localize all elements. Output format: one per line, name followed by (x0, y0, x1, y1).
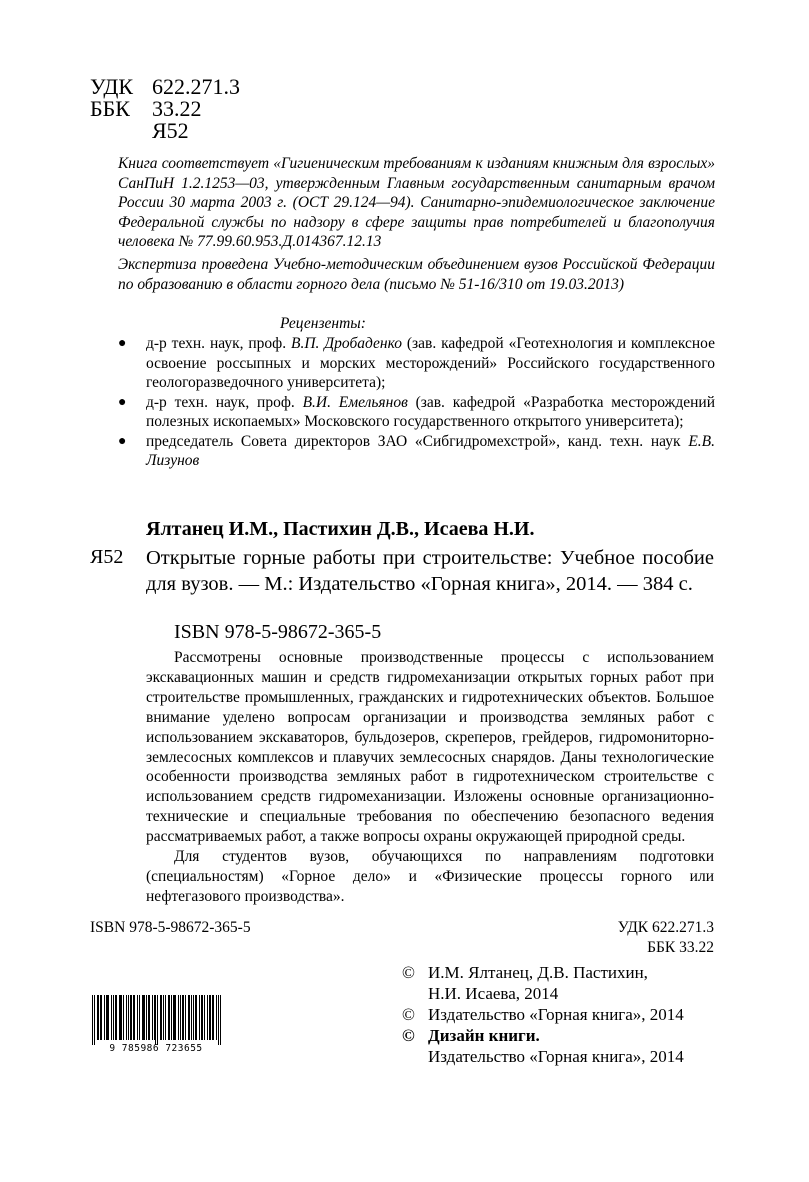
barcode-bar (168, 995, 169, 1040)
barcode-bar (146, 995, 147, 1040)
reviewer-name: В.П. Дробаденко (290, 335, 402, 352)
copyright-icon: © (402, 1005, 415, 1024)
reviewer-item: ● председатель Совета директоров ЗАО «Сибгидромехстрой», канд. техн. наук Е.В. Лизунов (118, 432, 715, 469)
reviewer-item: ● д-р техн. наук, проф. В.П. Дробаденко (зав. кафедрой «Геотехнология и комплексное освоение россыпных и морских месторождений» Российского государственного геологоразведочного университета); (118, 335, 715, 391)
barcode-bar (173, 995, 174, 1040)
bbk-value: 33.22 (152, 96, 202, 121)
bullet-icon: ● (118, 336, 127, 351)
barcode-bar (213, 995, 214, 1040)
barcode-bar (180, 995, 181, 1040)
book-isbn: ISBN 978-5-98672-365-5 (174, 621, 382, 643)
barcode-bar (174, 995, 175, 1040)
footer-classification (606, 918, 714, 958)
barcode-bar (143, 995, 144, 1040)
barcode-bar (100, 995, 101, 1040)
barcode (89, 993, 223, 1053)
barcode-bar (160, 995, 161, 1040)
barcode-bar (101, 995, 102, 1040)
barcode-bar (142, 995, 143, 1040)
barcode-bar (209, 995, 210, 1040)
footer-udk: УДК 622.271.3 (617, 919, 714, 936)
barcode-bar (207, 995, 208, 1040)
barcode-bar (121, 995, 122, 1040)
barcode-bar (193, 995, 194, 1040)
barcode-bar (128, 995, 129, 1040)
author-code: Я52 (152, 118, 189, 143)
barcode-bar (218, 995, 219, 1045)
barcode-bar (175, 995, 176, 1040)
barcode-bar (104, 995, 105, 1040)
barcode-bar (139, 995, 140, 1040)
barcode-bar (133, 995, 134, 1040)
barcode-bar (182, 995, 183, 1040)
barcode-bar (169, 995, 170, 1040)
barcode-digits: 9 785986 723655 (109, 1043, 203, 1053)
expertise-notice: Экспертиза проведена Учебно-методическим объединением вузов Российской Федерации по образованию в области горного дела (письмо № 51-16/310 от 19.03.2013) (118, 256, 715, 293)
barcode-bar (94, 995, 95, 1045)
bbk-label: ББК (90, 96, 130, 121)
barcode-bar (106, 995, 107, 1040)
reviewer-name: В.И. Емельянов (302, 393, 408, 411)
footer-isbn: ISBN 978-5-98672-365-5 (90, 919, 251, 936)
barcode-bar (116, 995, 117, 1040)
barcode-bar (130, 995, 131, 1040)
barcode-bar (202, 995, 203, 1040)
barcode-bar (108, 995, 109, 1040)
hygiene-notice: Книга соответствует «Гигиеническим требованиям к изданиям книжным для взрослых» СанПиН 1.2.1253—03, утвержденным Главным государственным санитарным врачом России 30 марта 2003 г. (ОСТ 29.124—94). Санитарно-эпидемиологическое заключение Федеральной службы по надзору в сфере защиты прав потребителей и благополучия человека № 77.99.60.953.Д.014367.12.13 (118, 155, 715, 250)
copyright-block (402, 962, 684, 1067)
barcode-bar (161, 995, 162, 1040)
abstract (146, 648, 714, 907)
classification-block (90, 76, 240, 142)
copyright-icon: © (402, 1026, 415, 1045)
bullet-icon: ● (118, 433, 127, 449)
barcode-bar (144, 995, 145, 1040)
barcode-bar (204, 995, 205, 1040)
barcode-bar (148, 995, 149, 1040)
barcode-bar (126, 995, 127, 1040)
barcode-bar (119, 995, 120, 1040)
barcode-bar (199, 995, 200, 1040)
reviewer-name: Е.В. Лизунов (146, 432, 715, 469)
copyright-design: © Дизайн книги. Издательство «Горная книга», 2014 (402, 1026, 684, 1066)
bullet-icon: ● (118, 394, 127, 410)
barcode-bar (97, 995, 98, 1040)
barcode-bar (163, 995, 164, 1040)
barcode-bar (201, 995, 202, 1040)
barcode-bar (220, 995, 221, 1045)
barcode-bar (183, 995, 184, 1040)
book-description: Открытые горные работы при строительстве: Учебное пособие для вузов. — М.: Издательство «Горная книга», 2014. — 384 с. (146, 547, 714, 595)
book-code: Я52 (90, 546, 124, 568)
barcode-bar (189, 995, 190, 1040)
barcode-bar (131, 995, 132, 1040)
copyright-icon: © (402, 963, 415, 982)
barcode-bar (212, 995, 213, 1040)
copyright-authors: © И.М. Ялтанец, Д.В. Пастихин, Н.И. Исаева, 2014 (402, 963, 648, 1003)
abstract-paragraph: Рассмотрены основные производственные процессы с использованием экскавационных машин и средств гидромеханизации открытых горных работ при строительстве промышленных, гражданских и гидротехнических объектов. Большое внимание уделено вопросам организации и производства земляных работ с использованием экскаваторов, бульдозеров, скреперов, грейдеров, гидромониторно-землесосных комплексов и плавучих землесосных снарядов. Даны технологические особенности производства земляных работ в гидротехническом строительстве с использованием средств гидромеханизации. Изложены основные организационно-технические и специальные требования по обеспечению безопасного ведения рассматриваемых работ, а также вопросы охраны окружающей природной среды. (146, 649, 714, 846)
reviewers-title: Рецензенты: (280, 315, 366, 332)
barcode-bar (195, 995, 196, 1040)
barcode-bar (107, 995, 108, 1040)
barcode-bars (92, 995, 221, 1045)
barcode-bar (178, 995, 179, 1040)
barcode-bar (188, 995, 189, 1040)
author-code-line (90, 120, 240, 142)
reviewer-item: ● д-р техн. наук, проф. В.И. Емельянов (зав. кафедрой «Разработка месторождений полезных ископаемых» Московского государственного открытого университета); (118, 393, 715, 430)
barcode-bar (157, 995, 158, 1045)
barcode-bar (111, 995, 112, 1040)
reviewers-list (118, 334, 715, 471)
footer-bbk: ББК 33.22 (647, 939, 714, 956)
copyright-publisher: © Издательство «Горная книга», 2014 (402, 1005, 684, 1024)
book-authors: Ялтанец И.М., Пастихин Д.В., Исаева Н.И. (146, 518, 535, 540)
barcode-bar (149, 995, 150, 1040)
bbk-line (90, 98, 240, 120)
udk-value: 622.271.3 (152, 74, 240, 99)
barcode-bar (154, 995, 155, 1040)
barcode-bar (137, 995, 138, 1040)
barcode-bar (165, 995, 166, 1040)
barcode-bar (134, 995, 135, 1040)
audience-paragraph: Для студентов вузов, обучающихся по направлениям подготовки (специальностям) «Горное дело» и «Физические процессы горного или нефтегазового производства». (146, 848, 714, 905)
udk-line (90, 76, 240, 98)
barcode-bar (120, 995, 121, 1040)
barcode-bar (196, 995, 197, 1040)
barcode-bar (115, 995, 116, 1040)
barcode-bar (155, 995, 156, 1045)
barcode-bar (123, 995, 124, 1040)
barcode-bar (191, 995, 192, 1040)
barcode-bar (171, 995, 172, 1040)
udk-label: УДК (90, 74, 134, 99)
barcode-bar (92, 995, 93, 1045)
barcode-bar (216, 995, 217, 1040)
barcode-bar (113, 995, 114, 1040)
barcode-bar (98, 995, 99, 1040)
barcode-bar (210, 995, 211, 1040)
barcode-bar (185, 995, 186, 1040)
barcode-bar (152, 995, 153, 1040)
